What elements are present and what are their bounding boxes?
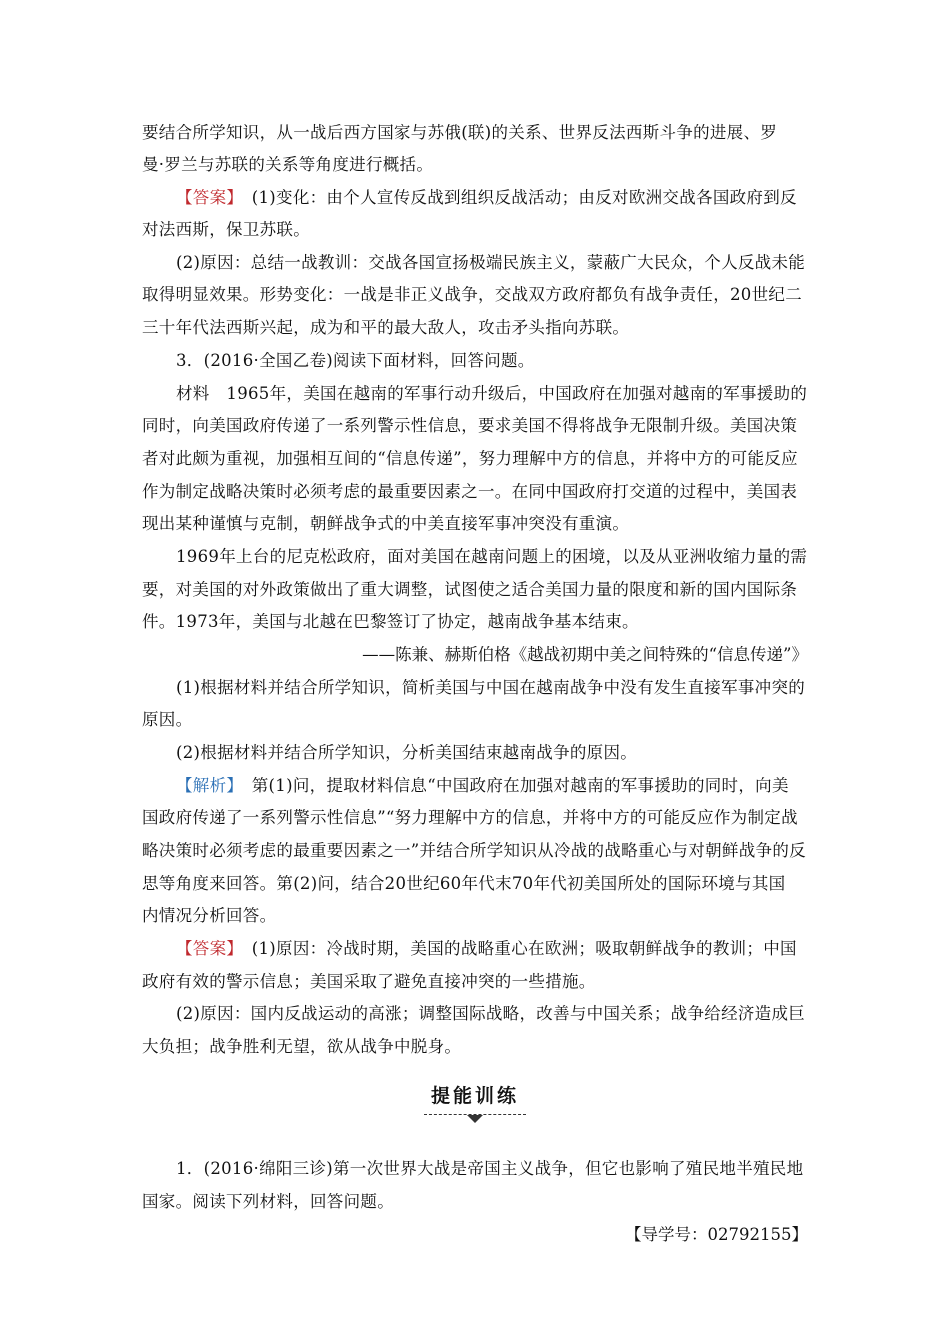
material-line: 现出某种谨慎与克制，朝鲜战争式的中美直接军事冲突没有重演。 [142,514,630,533]
answer-line: 政府有效的警示信息；美国采取了避免直接冲突的一些措施。 [142,972,596,991]
sub-question: (1)根据材料并结合所学知识，简析美国与中国在越南战争中没有发生直接军事冲突的 [176,678,806,697]
answer-tag: 【答案】 [176,188,235,207]
analysis-line: 思等角度来回答。第(2)问，结合20世纪60年代末70年代初美国所处的国际环境与其国 [142,874,786,893]
section-title: 提能训练 [430,1085,519,1107]
text-line: 曼·罗兰与苏联的关系等角度进行概括。 [142,155,434,174]
material-line: 同时，向美国政府传递了一系列警示性信息，要求美国不得将战争无限制升级。美国决策 [142,416,798,435]
material-line: 作为制定战略决策时必须考虑的最重要因素之一。在同中国政府打交道的过程中，美国表 [142,482,798,501]
material-line: 者对此颇为重视，加强相互间的“信息传递”，努力理解中方的信息，并将中方的可能反应 [142,449,798,468]
answer-line: (2)原因：国内反战运动的高涨；调整国际战略，改善与中国关系；战争给经济造成巨 [176,1004,806,1023]
sub-question: 原因。 [142,710,193,729]
answer-line: 大负担；战争胜利无望，欲从战争中脱身。 [142,1037,462,1056]
answer-tag: 【答案】 [176,939,235,958]
answer-line [176,187,797,209]
material-line: 材料 1965年，美国在越南的军事行动升级后，中国政府在加强对越南的军事援助的 [176,384,808,403]
question-line: 3．(2016·全国乙卷)阅读下面材料，回答问题。 [176,351,535,370]
analysis-line: 内情况分析回答。 [142,906,277,925]
section-heading [418,1082,532,1122]
text-line: 三十年代法西斯兴起，成为和平的最大敌人，攻击矛头指向苏联。 [142,318,630,337]
analysis-text: 第(1)问，提取材料信息“中国政府在加强对越南的军事援助的同时，向美 [234,776,789,795]
answer-text: (1)变化：由个人宣传反战到组织反战活动；由反对欧洲交战各国政府到反 [234,188,797,207]
sub-question: (2)根据材料并结合所学知识，分析美国结束越南战争的原因。 [176,743,638,762]
down-triangle-icon [467,1115,483,1123]
text-line: (2)原因：总结一战教训：交战各国宣扬极端民族主义，蒙蔽广大民众，个人反战未能 [176,253,806,272]
analysis-tag: 【解析】 [176,776,235,795]
answer-line [176,938,797,960]
analysis-line: 略决策时必须考虑的最重要因素之一”并结合所学知识从冷战的战略重心与对朝鲜战争的反 [142,841,806,860]
source-citation: ——陈兼、赫斯伯格《越战初期中美之间特殊的“信息传递”》 [362,645,808,664]
text-line: 对法西斯，保卫苏联。 [142,220,310,239]
material-line: 件。1973年，美国与北越在巴黎签订了协定，越南战争基本结束。 [142,612,639,631]
analysis-line: 国政府传递了一系列警示性信息”“努力理解中方的信息，并将中方的可能反应作为制定战 [142,808,798,827]
text-line: 要结合所学知识，从一战后西方国家与苏俄(联)的关系、世界反法西斯斗争的进展、罗 [142,123,778,142]
question-line: 国家。阅读下列材料，回答问题。 [142,1192,394,1211]
material-line: 要，对美国的对外政策做出了重大调整，试图使之适合美国力量的限度和新的国内国际条 [142,580,798,599]
material-line: 1969年上台的尼克松政府，面对美国在越南问题上的困境，以及从亚洲收缩力量的需 [176,547,808,566]
text-line: 取得明显效果。形势变化：一战是非正义战争，交战双方政府都负有战争责任，20世纪二 [142,285,802,304]
analysis-line [176,775,789,797]
answer-text: (1)原因：冷战时期，美国的战略重心在欧洲；吸取朝鲜战争的教训；中国 [234,939,797,958]
guide-number: 【导学号：02792155】 [625,1225,808,1244]
section-divider [418,1112,532,1122]
question-line: 1．(2016·绵阳三诊)第一次世界大战是帝国主义战争，但它也影响了殖民地半殖民地 [176,1159,804,1178]
